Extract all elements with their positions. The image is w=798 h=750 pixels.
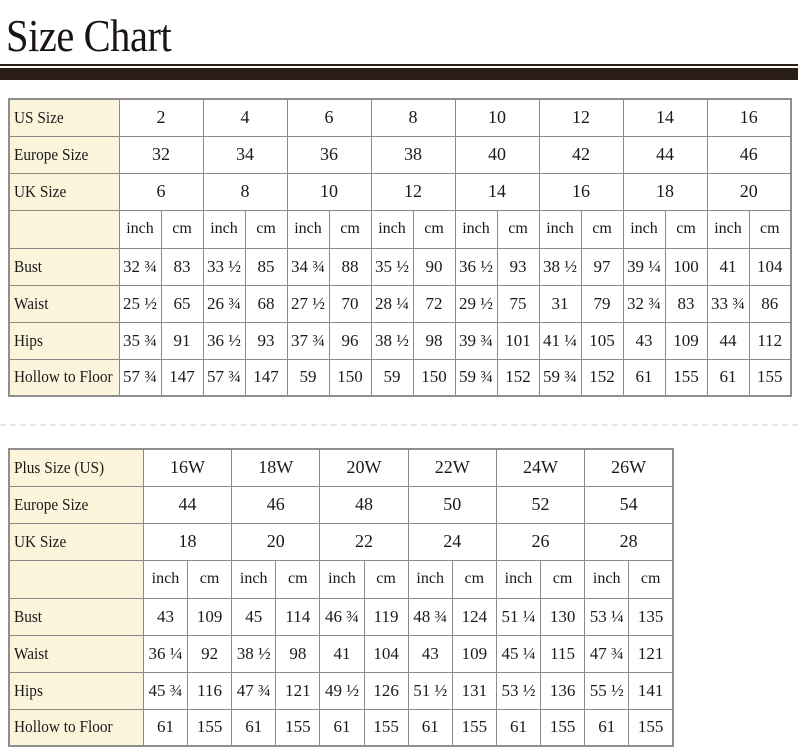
measurement-cell: 109 <box>665 322 707 359</box>
measurement-cell: 38 ½ <box>539 248 581 285</box>
measurement-cell: 61 <box>623 359 665 396</box>
measurement-cell: 43 <box>143 598 187 635</box>
unit-header-inch: inch <box>408 560 452 598</box>
measurement-cell: 53 ½ <box>496 672 540 709</box>
size-cell: 50 <box>408 486 496 523</box>
measurement-cell: 91 <box>161 322 203 359</box>
measurement-cell: 83 <box>161 248 203 285</box>
measurement-cell: 150 <box>329 359 371 396</box>
measurement-cell: 59 <box>287 359 329 396</box>
size-cell: 46 <box>232 486 320 523</box>
measurement-cell: 37 ¾ <box>287 322 329 359</box>
measurement-cell: 47 ¾ <box>585 635 629 672</box>
measurement-cell: 35 ½ <box>371 248 413 285</box>
measurement-cell: 109 <box>452 635 496 672</box>
measurement-cell: 27 ½ <box>287 285 329 322</box>
unit-header-cm: cm <box>541 560 585 598</box>
size-cell: 12 <box>539 99 623 136</box>
measurement-cell: 135 <box>629 598 673 635</box>
row-label-text: Plus Size (US) <box>14 457 105 477</box>
measurement-cell: 75 <box>497 285 539 322</box>
measurement-cell: 51 ½ <box>408 672 452 709</box>
measurement-cell: 93 <box>245 322 287 359</box>
row-label-text: Europe Size <box>14 144 89 164</box>
measurement-cell: 101 <box>497 322 539 359</box>
measurement-cell: 93 <box>497 248 539 285</box>
size-cell: 42 <box>539 136 623 173</box>
size-cell: 14 <box>455 173 539 210</box>
row-label-text: Waist <box>14 643 49 663</box>
row-label-text: Europe Size <box>14 494 89 514</box>
unit-header-inch: inch <box>143 560 187 598</box>
size-row-europe-size <box>9 136 791 173</box>
row-label <box>9 635 143 672</box>
size-cell: 20 <box>232 523 320 560</box>
measurement-cell: 55 ½ <box>585 672 629 709</box>
measurement-cell: 61 <box>320 709 364 746</box>
measurement-cell: 32 ¾ <box>623 285 665 322</box>
measurement-cell: 57 ¾ <box>119 359 161 396</box>
size-cell: 2 <box>119 99 203 136</box>
row-label <box>9 285 119 322</box>
row-label <box>9 359 119 396</box>
measurement-cell: 155 <box>749 359 791 396</box>
unit-header-cm: cm <box>276 560 320 598</box>
row-label <box>9 709 143 746</box>
measurement-cell: 147 <box>245 359 287 396</box>
measurement-cell: 44 <box>707 322 749 359</box>
title-divider-thick <box>0 68 798 80</box>
unit-header-cm: cm <box>665 210 707 248</box>
measurement-cell: 121 <box>629 635 673 672</box>
unit-row <box>9 560 673 598</box>
measurement-cell: 100 <box>665 248 707 285</box>
measurement-cell: 147 <box>161 359 203 396</box>
measurement-cell: 28 ¼ <box>371 285 413 322</box>
measurement-cell: 59 ¾ <box>455 359 497 396</box>
size-cell: 22W <box>408 449 496 486</box>
measurement-cell: 61 <box>143 709 187 746</box>
measurement-cell: 45 ¾ <box>143 672 187 709</box>
unit-header-cm: cm <box>452 560 496 598</box>
measurement-cell: 155 <box>665 359 707 396</box>
size-cell: 46 <box>707 136 791 173</box>
measurement-cell: 33 ½ <box>203 248 245 285</box>
unit-header-inch: inch <box>539 210 581 248</box>
measurement-cell: 31 <box>539 285 581 322</box>
measure-row-hips <box>9 322 791 359</box>
measurement-cell: 46 ¾ <box>320 598 364 635</box>
size-cell: 26W <box>585 449 673 486</box>
row-label-text: Bust <box>14 256 43 276</box>
size-cell: 20 <box>707 173 791 210</box>
unit-header-inch: inch <box>623 210 665 248</box>
measurement-cell: 92 <box>188 635 232 672</box>
row-label-text: Bust <box>14 606 43 626</box>
size-cell: 32 <box>119 136 203 173</box>
measure-row-bust <box>9 248 791 285</box>
size-cell: 52 <box>496 486 584 523</box>
measurement-cell: 115 <box>541 635 585 672</box>
measurement-cell: 126 <box>364 672 408 709</box>
unit-header-cm: cm <box>749 210 791 248</box>
size-cell: 24W <box>496 449 584 486</box>
measurement-cell: 116 <box>188 672 232 709</box>
measurement-cell: 68 <box>245 285 287 322</box>
row-label <box>9 322 119 359</box>
unit-header-cm: cm <box>245 210 287 248</box>
size-cell: 24 <box>408 523 496 560</box>
row-label-text: UK Size <box>14 181 67 201</box>
plus-size-table <box>8 448 674 747</box>
measure-row-bust <box>9 598 673 635</box>
measurement-cell: 79 <box>581 285 623 322</box>
measurement-cell: 155 <box>452 709 496 746</box>
row-label-text: Hollow to Floor <box>14 717 113 737</box>
row-label-text: UK Size <box>14 531 67 551</box>
measurement-cell: 51 ¼ <box>496 598 540 635</box>
measurement-cell: 43 <box>623 322 665 359</box>
measurement-cell: 41 <box>320 635 364 672</box>
measurement-cell: 36 ½ <box>455 248 497 285</box>
measurement-cell: 119 <box>364 598 408 635</box>
measure-row-hollow-to-floor <box>9 709 673 746</box>
size-cell: 18W <box>232 449 320 486</box>
measurement-cell: 124 <box>452 598 496 635</box>
measure-row-waist <box>9 285 791 322</box>
unit-header-cm: cm <box>629 560 673 598</box>
measurement-cell: 53 ¼ <box>585 598 629 635</box>
measurement-cell: 90 <box>413 248 455 285</box>
row-label <box>9 248 119 285</box>
measurement-cell: 83 <box>665 285 707 322</box>
size-cell: 16W <box>143 449 231 486</box>
measure-row-hollow-to-floor <box>9 359 791 396</box>
unit-header-cm: cm <box>188 560 232 598</box>
measure-row-hips <box>9 672 673 709</box>
size-cell: 8 <box>203 173 287 210</box>
row-label-text: US Size <box>14 107 64 127</box>
size-cell: 36 <box>287 136 371 173</box>
measurement-cell: 112 <box>749 322 791 359</box>
measurement-cell: 136 <box>541 672 585 709</box>
size-cell: 38 <box>371 136 455 173</box>
measurement-cell: 98 <box>413 322 455 359</box>
row-label <box>9 136 119 173</box>
measurement-cell: 35 ¾ <box>119 322 161 359</box>
measurement-cell: 39 ¼ <box>623 248 665 285</box>
measurement-cell: 25 ½ <box>119 285 161 322</box>
unit-header-cm: cm <box>161 210 203 248</box>
size-cell: 6 <box>119 173 203 210</box>
section-separator <box>0 424 798 426</box>
measurement-cell: 38 ½ <box>371 322 413 359</box>
row-label-text: Hips <box>14 330 43 350</box>
measurement-cell: 41 <box>707 248 749 285</box>
row-label <box>9 672 143 709</box>
measurement-cell: 32 ¾ <box>119 248 161 285</box>
row-label-text: Hips <box>14 680 43 700</box>
unit-header-inch: inch <box>287 210 329 248</box>
unit-header-cm: cm <box>413 210 455 248</box>
size-row-uk-size <box>9 523 673 560</box>
row-label <box>9 598 143 635</box>
size-cell: 40 <box>455 136 539 173</box>
measurement-cell: 61 <box>232 709 276 746</box>
measurement-cell: 57 ¾ <box>203 359 245 396</box>
measurement-cell: 155 <box>629 709 673 746</box>
unit-header-inch: inch <box>320 560 364 598</box>
measurement-cell: 98 <box>276 635 320 672</box>
measure-row-waist <box>9 635 673 672</box>
unit-header-inch: inch <box>585 560 629 598</box>
unit-row-label <box>9 560 143 598</box>
measurement-cell: 34 ¾ <box>287 248 329 285</box>
measurement-cell: 59 ¾ <box>539 359 581 396</box>
measurement-cell: 155 <box>364 709 408 746</box>
measurement-cell: 33 ¾ <box>707 285 749 322</box>
size-cell: 14 <box>623 99 707 136</box>
measurement-cell: 48 ¾ <box>408 598 452 635</box>
measurement-cell: 152 <box>497 359 539 396</box>
size-cell: 26 <box>496 523 584 560</box>
measurement-cell: 59 <box>371 359 413 396</box>
size-cell: 44 <box>623 136 707 173</box>
size-cell: 16 <box>539 173 623 210</box>
unit-header-inch: inch <box>119 210 161 248</box>
measurement-cell: 49 ½ <box>320 672 364 709</box>
row-label <box>9 523 143 560</box>
size-cell: 54 <box>585 486 673 523</box>
size-cell: 20W <box>320 449 408 486</box>
size-cell: 48 <box>320 486 408 523</box>
unit-header-inch: inch <box>232 560 276 598</box>
size-row-uk-size <box>9 173 791 210</box>
measurement-cell: 121 <box>276 672 320 709</box>
size-cell: 18 <box>623 173 707 210</box>
measurement-cell: 43 <box>408 635 452 672</box>
size-cell: 6 <box>287 99 371 136</box>
unit-header-cm: cm <box>329 210 371 248</box>
measurement-cell: 104 <box>749 248 791 285</box>
measurement-cell: 72 <box>413 285 455 322</box>
standard-size-table <box>8 98 792 397</box>
measurement-cell: 45 ¼ <box>496 635 540 672</box>
unit-header-cm: cm <box>497 210 539 248</box>
row-label <box>9 99 119 136</box>
measurement-cell: 155 <box>188 709 232 746</box>
row-label <box>9 173 119 210</box>
measurement-cell: 86 <box>749 285 791 322</box>
measurement-cell: 114 <box>276 598 320 635</box>
measurement-cell: 61 <box>707 359 749 396</box>
size-row-us-size <box>9 99 791 136</box>
measurement-cell: 130 <box>541 598 585 635</box>
row-label-text: Waist <box>14 293 49 313</box>
measurement-cell: 155 <box>541 709 585 746</box>
measurement-cell: 47 ¾ <box>232 672 276 709</box>
size-cell: 8 <box>371 99 455 136</box>
unit-header-inch: inch <box>707 210 749 248</box>
size-cell: 10 <box>287 173 371 210</box>
unit-row <box>9 210 791 248</box>
unit-header-inch: inch <box>455 210 497 248</box>
title-divider-thin <box>0 64 798 66</box>
row-label-text: Hollow to Floor <box>14 367 113 387</box>
measurement-cell: 36 ½ <box>203 322 245 359</box>
measurement-cell: 45 <box>232 598 276 635</box>
measurement-cell: 61 <box>408 709 452 746</box>
measurement-cell: 65 <box>161 285 203 322</box>
measurement-cell: 26 ¾ <box>203 285 245 322</box>
measurement-cell: 150 <box>413 359 455 396</box>
row-label <box>9 449 143 486</box>
measurement-cell: 152 <box>581 359 623 396</box>
measurement-cell: 41 ¼ <box>539 322 581 359</box>
size-cell: 12 <box>371 173 455 210</box>
measurement-cell: 61 <box>496 709 540 746</box>
size-row-europe-size <box>9 486 673 523</box>
measurement-cell: 141 <box>629 672 673 709</box>
size-row-plus-size-us <box>9 449 673 486</box>
measurement-cell: 155 <box>276 709 320 746</box>
measurement-cell: 29 ½ <box>455 285 497 322</box>
measurement-cell: 38 ½ <box>232 635 276 672</box>
size-cell: 22 <box>320 523 408 560</box>
measurement-cell: 88 <box>329 248 371 285</box>
measurement-cell: 109 <box>188 598 232 635</box>
page-title: Size Chart <box>6 10 172 61</box>
measurement-cell: 105 <box>581 322 623 359</box>
measurement-cell: 96 <box>329 322 371 359</box>
measurement-cell: 104 <box>364 635 408 672</box>
unit-header-inch: inch <box>496 560 540 598</box>
unit-header-cm: cm <box>581 210 623 248</box>
measurement-cell: 39 ¾ <box>455 322 497 359</box>
measurement-cell: 131 <box>452 672 496 709</box>
measurement-cell: 70 <box>329 285 371 322</box>
unit-header-inch: inch <box>203 210 245 248</box>
row-label <box>9 486 143 523</box>
measurement-cell: 36 ¼ <box>143 635 187 672</box>
size-cell: 34 <box>203 136 287 173</box>
size-cell: 16 <box>707 99 791 136</box>
size-cell: 18 <box>143 523 231 560</box>
measurement-cell: 61 <box>585 709 629 746</box>
size-cell: 10 <box>455 99 539 136</box>
size-cell: 4 <box>203 99 287 136</box>
unit-header-cm: cm <box>364 560 408 598</box>
measurement-cell: 85 <box>245 248 287 285</box>
unit-header-inch: inch <box>371 210 413 248</box>
size-cell: 44 <box>143 486 231 523</box>
size-cell: 28 <box>585 523 673 560</box>
unit-row-label <box>9 210 119 248</box>
measurement-cell: 97 <box>581 248 623 285</box>
